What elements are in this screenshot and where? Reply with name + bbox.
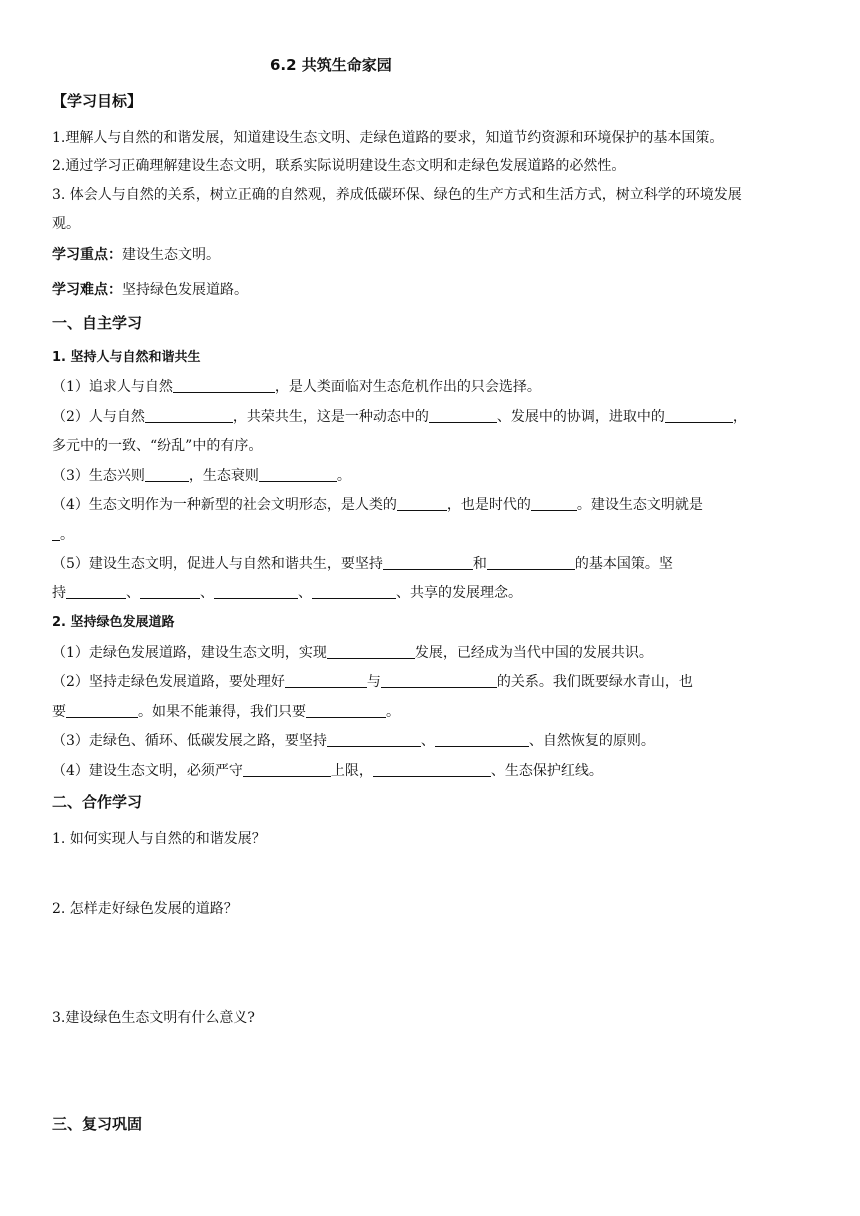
fill-question-2-4: （4）建设生态文明，必须严守 上限， 、生态保护红线。 [52,763,603,779]
discussion-question-1: 1. 如何实现人与自然的和谐发展？ [52,831,266,847]
answer-blank[interactable] [327,644,415,659]
objective-item-3-cont: 观。 [52,216,80,232]
answer-blank[interactable] [373,762,491,777]
answer-blank[interactable] [487,555,575,570]
answer-blank[interactable] [306,703,386,718]
fill-question-1-1: （1）追求人与自然 ，是人类面临对生态危机作出的只会选择。 [52,379,541,395]
fill-question-1-5-cont: 持 、 、 、 、共享的发展理念。 [52,585,522,601]
answer-blank[interactable] [381,673,497,688]
answer-blank[interactable] [327,732,421,747]
fill-question-2-1: （1）走绿色发展道路，建设生态文明，实现 发展，已经成为当代中国的发展共识。 [52,645,653,661]
answer-blank[interactable] [312,584,396,599]
difficult-point [52,281,248,299]
fill-question-2-2: （2）坚持走绿色发展道路，要处理好 与 的关系。我们既要绿水青山，也 [52,674,693,690]
fill-question-1-2-cont: 多元中的一致、“纷乱”中的有序。 [52,438,263,454]
fill-question-2-2-cont: 要 。如果不能兼得，我们只要 。 [52,704,400,720]
answer-blank[interactable] [173,378,275,393]
key-point-text: 建设生态文明。 [122,247,220,263]
answer-blank[interactable] [397,496,447,511]
fill-question-1-5: （5）建设生态文明，促进人与自然和谐共生，要坚持 和 的基本国策。坚 [52,556,673,572]
objective-item-3: 3. 体会人与自然的关系，树立正确的自然观，养成低碳环保、绿色的生产方式和生活方式，树立科学的环境发展 [52,187,742,203]
answer-blank[interactable] [145,408,233,423]
answer-blank[interactable] [214,584,298,599]
fill-question-2-3: （3）走绿色、循环、低碳发展之路，要坚持 、 、自然恢复的原则。 [52,733,655,749]
answer-blank[interactable] [429,408,497,423]
answer-blank[interactable] [531,496,577,511]
answer-blank[interactable] [66,703,138,718]
fill-question-1-2: （2）人与自然 ，共荣共生，这是一种动态中的 、发展中的协调，进取中的 ， [52,409,747,425]
objective-item-1: 1.理解人与自然的和谐发展，知道建设生态文明、走绿色道路的要求，知道节约资源和环境保护的基本国策。 [52,130,724,146]
answer-blank[interactable] [383,555,473,570]
section3-heading: 三、复习巩固 [52,1115,143,1133]
answer-blank[interactable] [145,467,189,482]
fill-question-1-4: （4）生态文明作为一种新型的社会文明形态，是人类的 ，也是时代的 。建设生态文明就是 [52,497,703,513]
answer-blank[interactable] [243,762,331,777]
difficult-point-text: 坚持绿色发展道路。 [122,282,248,298]
answer-blank[interactable] [52,526,60,541]
answer-blank[interactable] [66,584,126,599]
section1-sub1-heading: 1. 坚持人与自然和谐共生 [52,350,201,365]
fill-question-1-3: （3）生态兴则 ，生态衰则 。 [52,468,351,484]
key-point [52,246,220,264]
key-point-label: 学习重点： [52,247,122,263]
answer-blank[interactable] [435,732,529,747]
answer-blank[interactable] [665,408,733,423]
section1-heading: 一、自主学习 [52,314,143,332]
objectives-heading: 【学习目标】 [52,92,143,110]
answer-blank[interactable] [140,584,200,599]
page-title: 6.2 共筑生命家园 [270,56,392,74]
section2-heading: 二、合作学习 [52,793,143,811]
difficult-point-label: 学习难点： [52,282,122,298]
discussion-question-3: 3.建设绿色生态文明有什么意义? [52,1010,255,1026]
answer-blank[interactable] [259,467,337,482]
objective-item-2: 2.通过学习正确理解建设生态文明，联系实际说明建设生态文明和走绿色发展道路的必然性。 [52,158,626,174]
discussion-question-2: 2. 怎样走好绿色发展的道路？ [52,901,238,917]
fill-question-1-4-cont: 。 [52,526,74,544]
section1-sub2-heading: 2. 坚持绿色发展道路 [52,615,175,630]
answer-blank[interactable] [285,673,367,688]
